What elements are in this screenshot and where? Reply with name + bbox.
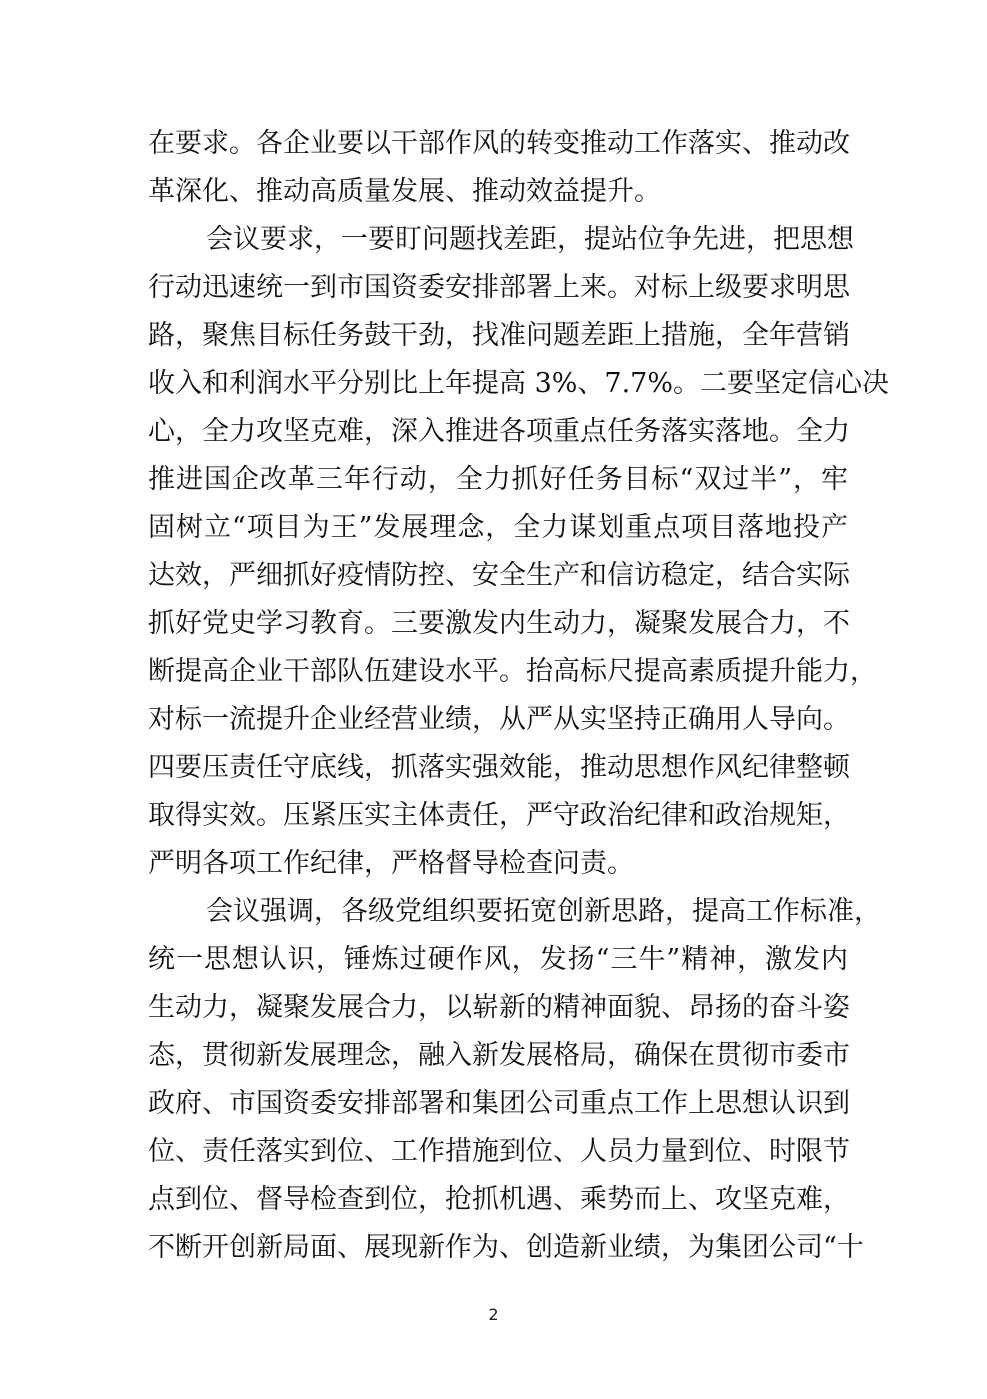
- text-line: 革深化、推动高质量发展、推动效益提升。: [148, 176, 661, 207]
- text-line: 态，贯彻新发展理念，融入新发展格局，确保在贯彻市委市: [148, 1040, 850, 1071]
- text-line: 行动迅速统一到市国资委安排部署上来。对标上级要求明思: [148, 272, 850, 303]
- text-line: 四要压责任守底线，抓落实强效能，推动思想作风纪律整顿: [148, 752, 850, 783]
- page-number: 2: [488, 1305, 499, 1324]
- text-line: 固树立“项目为王”发展理念，全力谋划重点项目落地投产: [148, 512, 848, 543]
- text-line: 在要求。各企业要以干部作风的转变推动工作落实、推动改: [148, 128, 850, 159]
- text-line: 路，聚焦目标任务鼓干劲，找准问题差距上措施，全年营销: [148, 320, 850, 351]
- text-line: 心，全力攻坚克难，深入推进各项重点任务落实落地。全力: [148, 416, 850, 447]
- text-line: 推进国企改革三年行动，全力抓好任务目标“双过半”，牢: [148, 464, 848, 495]
- text-line: 不断开创新局面、展现新作为、创造新业绩，为集团公司“十: [148, 1232, 864, 1263]
- text-line: 会议强调，各级党组织要拓宽创新思路，提高工作标准，: [206, 896, 881, 927]
- text-line: 位、责任落实到位、工作措施到位、人员力量到位、时限节: [148, 1136, 850, 1167]
- text-line: 抓好党史学习教育。三要激发内生动力，凝聚发展合力，不: [148, 608, 850, 639]
- text-line: 严明各项工作纪律，严格督导检查问责。: [148, 848, 634, 879]
- text-line: 点到位、督导检查到位，抢抓机遇、乘势而上、攻坚克难，: [148, 1184, 850, 1215]
- body-text: [148, 120, 890, 1272]
- text-line: 取得实效。压紧压实主体责任，严守政治纪律和政治规矩，: [148, 800, 850, 831]
- text-line: 统一思想认识，锤炼过硬作风，发扬“三牛”精神，激发内: [148, 944, 848, 975]
- text-line: 断提高企业干部队伍建设水平。抬高标尺提高素质提升能力，: [148, 656, 877, 687]
- text-line: 政府、市国资委安排部署和集团公司重点工作上思想认识到: [148, 1088, 850, 1119]
- text-line: 对标一流提升企业经营业绩，从严从实坚持正确用人导向。: [148, 704, 850, 735]
- text-line: 生动力，凝聚发展合力，以崭新的精神面貌、昂扬的奋斗姿: [148, 992, 850, 1023]
- text-line: 达效，严细抓好疫情防控、安全生产和信访稳定，结合实际: [148, 560, 850, 591]
- text-line: 会议要求，一要盯问题找差距，提站位争先进，把思想: [206, 224, 854, 255]
- text-line: 收入和利润水平分别比上年提高 3%、7.7%。二要坚定信心决: [148, 368, 890, 399]
